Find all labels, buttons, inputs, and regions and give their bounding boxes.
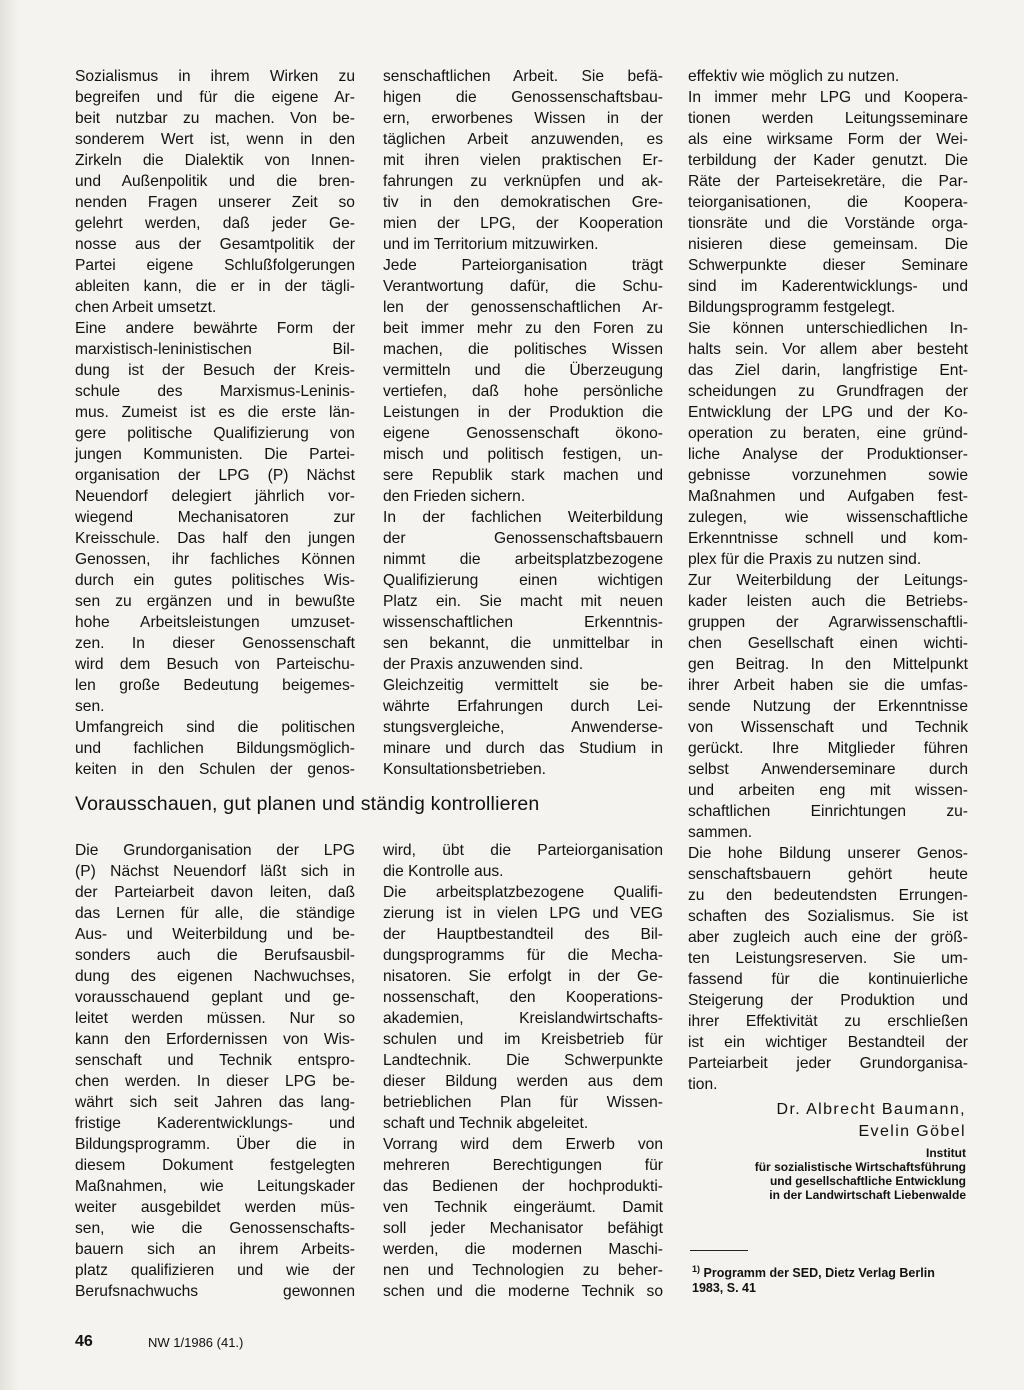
footnote-line-1: Programm der SED, Dietz Verlag Berlin bbox=[703, 1266, 935, 1281]
text-line: das Bedienen der hochprodukti- bbox=[383, 1178, 663, 1195]
text-line: Sie können unterschiedlichen In- bbox=[688, 320, 968, 337]
text-line: fristige Kaderentwicklungs- und bbox=[75, 1115, 355, 1132]
text-line: tion. bbox=[688, 1076, 718, 1093]
institute-line: für sozialistische Wirtschaftsführung bbox=[754, 1160, 966, 1174]
text-line: diesem Dokument festgelegten bbox=[75, 1157, 355, 1174]
text-line: Bildungsprogramm festgelegt. bbox=[688, 299, 896, 316]
text-line: mit ihren vielen praktischen Er- bbox=[383, 152, 663, 169]
institute-line: Institut bbox=[926, 1146, 966, 1160]
text-line: (P) Nächst Neuendorf läßt sich in bbox=[75, 863, 355, 880]
text-line: halts sein. Vor allem aber besteht bbox=[688, 341, 968, 358]
footnote-line-2: 1983, S. 41 bbox=[692, 1281, 756, 1296]
text-line: tionen werden Leitungsseminare bbox=[688, 110, 968, 127]
text-line: Umfangreich sind die politischen bbox=[75, 719, 355, 736]
text-line: währt sich seit Jahren das lang- bbox=[75, 1094, 355, 1111]
text-line: wiegend Mechanisatoren zur bbox=[75, 509, 355, 526]
text-line: hohe Arbeitsleistungen umzuset- bbox=[75, 614, 355, 631]
text-line: scheidungen zu Grundfragen der bbox=[688, 383, 968, 400]
text-line: bauern sich an ihrem Arbeits- bbox=[75, 1241, 355, 1258]
text-line: Genossen, ihr fachliches Können bbox=[75, 551, 355, 568]
text-line: währte Erfahrungen durch Lei- bbox=[383, 698, 663, 715]
text-line: nisieren diese gemeinsam. Die bbox=[688, 236, 968, 253]
author-block bbox=[777, 1099, 967, 1143]
text-line: beit nutzbar zu machen. Von be- bbox=[75, 110, 355, 127]
text-line: Vorrang wird dem Erwerb von bbox=[383, 1136, 663, 1153]
text-line: Die hohe Bildung unserer Genos- bbox=[688, 845, 968, 862]
text-line: senschaftsbauern gehört heute bbox=[688, 866, 968, 883]
text-line: Maßnahmen, wie Leitungskader bbox=[75, 1178, 355, 1195]
text-line: sen bekannt, die unmittelbar in bbox=[383, 635, 663, 652]
text-column-5 bbox=[383, 840, 663, 1302]
text-line: senschaftlichen Arbeit. Sie befä- bbox=[383, 68, 663, 85]
text-line: zen. In dieser Genossenschaft bbox=[75, 635, 355, 652]
text-line: operation zu beraten, eine gründ- bbox=[688, 425, 968, 442]
text-line: teiorganisationen, die Koopera- bbox=[688, 194, 968, 211]
text-line: Eine andere bewährte Form der bbox=[75, 320, 355, 337]
text-line: beit immer mehr zu den Foren zu bbox=[383, 320, 663, 337]
text-line: gruppen der Agrarwissenschaftli- bbox=[688, 614, 968, 631]
scan-edge-shadow bbox=[0, 0, 18, 1390]
text-line: vorausschauend geplant und ge- bbox=[75, 989, 355, 1006]
text-line: nosse aus der Gesamtpolitik der bbox=[75, 236, 355, 253]
text-line: nimmt die arbeitsplatzbezogene bbox=[383, 551, 663, 568]
text-line: sen, wie die Genossenschafts- bbox=[75, 1220, 355, 1237]
text-line: Kreisschule. Das half den jungen bbox=[75, 530, 355, 547]
text-line: wissenschaftlichen Erkenntnis- bbox=[383, 614, 663, 631]
text-line: chen Gesellschaft einen wichti- bbox=[688, 635, 968, 652]
text-line: Konsultationsbetrieben. bbox=[383, 761, 546, 778]
text-line: plex für die Praxis zu nutzen sind. bbox=[688, 551, 922, 568]
text-line: den Frieden sichern. bbox=[383, 488, 526, 505]
text-line: Die arbeitsplatzbezogene Qualifi- bbox=[383, 884, 663, 901]
text-line: In immer mehr LPG und Koopera- bbox=[688, 89, 968, 106]
text-line: schen und die moderne Technik so bbox=[383, 1283, 663, 1300]
text-line: Leistungen in der Produktion die bbox=[383, 404, 663, 421]
text-line: gelehrt werden, daß jeder Ge- bbox=[75, 215, 355, 232]
institute-line: in der Landwirtschaft Liebenwalde bbox=[769, 1188, 966, 1202]
text-line: minare und durch das Studium in bbox=[383, 740, 663, 757]
text-line: len der genossenschaftlichen Ar- bbox=[383, 299, 663, 316]
institute-block bbox=[755, 1146, 966, 1202]
text-line: platz qualifizieren und wie der bbox=[75, 1262, 355, 1279]
text-line: werden, die modernen Maschi- bbox=[383, 1241, 663, 1258]
text-line: aber zugleich auch eine der größ- bbox=[688, 929, 968, 946]
text-line: dung ist der Besuch der Kreis- bbox=[75, 362, 355, 379]
text-line: und fachlichen Bildungsmöglich- bbox=[75, 740, 355, 757]
text-line: Schwerpunkte dieser Seminare bbox=[688, 257, 968, 274]
text-line: tionsräte und die Vorstände orga- bbox=[688, 215, 968, 232]
text-line: Maßnahmen und Aufgaben fest- bbox=[688, 488, 968, 505]
text-line: die Kontrolle aus. bbox=[383, 863, 504, 880]
text-line: Steigerung der Produktion und bbox=[688, 992, 968, 1009]
text-line: effektiv wie möglich zu nutzen. bbox=[688, 68, 900, 85]
text-line: Jede Parteiorganisation trägt bbox=[383, 257, 663, 274]
text-line: der Hauptbestandteil des Bil- bbox=[383, 926, 663, 943]
text-line: zulegen, wie wissenschaftliche bbox=[688, 509, 968, 526]
text-line: dieser Bildung werden aus dem bbox=[383, 1073, 663, 1090]
text-line: Zur Weiterbildung der Leitungs- bbox=[688, 572, 968, 589]
text-line: ven Technik eingeräumt. Damit bbox=[383, 1199, 663, 1216]
text-line: schule des Marxismus-Leninis- bbox=[75, 383, 355, 400]
text-line: gebnisse vorzunehmen sowie bbox=[688, 467, 968, 484]
text-line: gen Beitrag. In den Mittelpunkt bbox=[688, 656, 968, 673]
text-line: Die Grundorganisation der LPG bbox=[75, 842, 355, 859]
text-line: sammen. bbox=[688, 824, 753, 841]
text-line: Qualifizierung einen wichtigen bbox=[383, 572, 663, 589]
text-line: das Ziel darin, langfristige Ent- bbox=[688, 362, 968, 379]
text-line: Entwicklung der LPG und der Ko- bbox=[688, 404, 968, 421]
text-line: gerückt. Ihre Mitglieder führen bbox=[688, 740, 968, 757]
text-line: als eine wirksame Form der Wei- bbox=[688, 131, 968, 148]
text-line: ableiten kann, die er in der tägli- bbox=[75, 278, 355, 295]
text-line: weiter ausgebildet werden müs- bbox=[75, 1199, 355, 1216]
text-column-3 bbox=[688, 66, 968, 1095]
footnote-rule bbox=[690, 1250, 748, 1251]
text-line: Berufsnachwuchs gewonnen bbox=[75, 1283, 355, 1300]
text-line: eigene Genossenschaft ökono- bbox=[383, 425, 663, 442]
text-line: ihrer Arbeit haben sie die umfas- bbox=[688, 677, 968, 694]
page-number: 46 bbox=[75, 1333, 93, 1350]
text-line: Platz ein. Sie macht mit neuen bbox=[383, 593, 663, 610]
text-line: len große Bedeutung beigemes- bbox=[75, 677, 355, 694]
text-line: mien der LPG, der Kooperation bbox=[383, 215, 663, 232]
text-line: Landtechnik. Die Schwerpunkte bbox=[383, 1052, 663, 1069]
text-line: leitet werden müssen. Nur so bbox=[75, 1010, 355, 1027]
text-line: wird, übt die Parteiorganisation bbox=[383, 842, 663, 859]
text-line: stungsvergleiche, Anwenderse- bbox=[383, 719, 663, 736]
text-line: der Praxis anzuwenden sind. bbox=[383, 656, 584, 673]
section-heading: Vorausschauen, gut planen und ständig kontrollieren bbox=[75, 793, 540, 815]
text-line: organisation der LPG (P) Nächst bbox=[75, 467, 355, 484]
text-line: Neuendorf delegiert jährlich vor- bbox=[75, 488, 355, 505]
text-line: schaften des Sozialismus. Sie ist bbox=[688, 908, 968, 925]
text-line: akademien, Kreislandwirtschafts- bbox=[383, 1010, 663, 1027]
text-column-4 bbox=[75, 840, 355, 1302]
text-line: dung des eigenen Nachwuchses, bbox=[75, 968, 355, 985]
text-line: misch und politisch festigen, un- bbox=[383, 446, 663, 463]
text-line: Zirkeln die Dialektik von Innen- bbox=[75, 152, 355, 169]
text-line: Aus- und Weiterbildung und be- bbox=[75, 926, 355, 943]
text-line: zierung ist in vielen LPG und VEG bbox=[383, 905, 663, 922]
text-line: begreifen und für die eigene Ar- bbox=[75, 89, 355, 106]
text-line: tiv in den demokratischen Gre- bbox=[383, 194, 663, 211]
text-line: und Außenpolitik und die bren- bbox=[75, 173, 355, 190]
text-line: kader leisten auch die Betriebs- bbox=[688, 593, 968, 610]
institute-line: und gesellschaftliche Entwicklung bbox=[769, 1174, 966, 1188]
text-line: der Genossenschaftsbauern bbox=[383, 530, 663, 547]
text-line: nossenschaft, den Kooperations- bbox=[383, 989, 663, 1006]
text-line: das Lernen für alle, die ständige bbox=[75, 905, 355, 922]
text-line: fassend für die kontinuierliche bbox=[688, 971, 968, 988]
text-line: schulen und im Kreisbetrieb für bbox=[383, 1031, 663, 1048]
text-line: sende Nutzung der Erkenntnisse bbox=[688, 698, 968, 715]
text-line: kann den Erfordernissen von Wis- bbox=[75, 1031, 355, 1048]
text-line: wird dem Besuch von Parteischu- bbox=[75, 656, 355, 673]
text-line: von Wissenschaft und Technik bbox=[688, 719, 968, 736]
text-line: Verantwortung dafür, die Schu- bbox=[383, 278, 663, 295]
text-line: nen und Technologien zu beher- bbox=[383, 1262, 663, 1279]
text-line: selbst Anwenderseminare durch bbox=[688, 761, 968, 778]
text-line: soll jeder Mechanisator befähigt bbox=[383, 1220, 663, 1237]
text-line: ten Leistungsreserven. Sie um- bbox=[688, 950, 968, 967]
text-line: der Parteiarbeit davon leiten, daß bbox=[75, 884, 355, 901]
text-line: Parteiarbeit jeder Grundorganisa- bbox=[688, 1055, 968, 1072]
text-line: schaft und Technik abgeleitet. bbox=[383, 1115, 589, 1132]
text-line: sonders auch die Berufsausbil- bbox=[75, 947, 355, 964]
text-line: In der fachlichen Weiterbildung bbox=[383, 509, 663, 526]
text-line: Räte der Parteisekretäre, die Par- bbox=[688, 173, 968, 190]
author-line-1: Dr. Albrecht Baumann, bbox=[776, 1101, 966, 1118]
text-line: keiten in den Schulen der genos- bbox=[75, 761, 355, 778]
text-line: machen, die politisches Wissen bbox=[383, 341, 663, 358]
text-line: liche Analyse der Produktionser- bbox=[688, 446, 968, 463]
text-line: sind im Kaderentwicklungs- und bbox=[688, 278, 968, 295]
text-line: vertiefen, daß hohe persönliche bbox=[383, 383, 663, 400]
text-line: und im Territorium mitzuwirken. bbox=[383, 236, 599, 253]
text-line: ihrer Effektivität zu erschließen bbox=[688, 1013, 968, 1030]
text-line: schaftlichen Einrichtungen zu- bbox=[688, 803, 968, 820]
text-line: nisatoren. Sie erfolgt in der Ge- bbox=[383, 968, 663, 985]
text-line: Gleichzeitig vermittelt sie be- bbox=[383, 677, 663, 694]
text-line: sen. bbox=[75, 698, 105, 715]
text-line: terbildung der Kader genutzt. Die bbox=[688, 152, 968, 169]
text-line: sen zu ergänzen und in bewußte bbox=[75, 593, 355, 610]
issue-label: NW 1/1986 (41.) bbox=[148, 1335, 244, 1350]
text-line: higen die Genossenschaftsbau- bbox=[383, 89, 663, 106]
text-line: gere politische Qualifizierung von bbox=[75, 425, 355, 442]
text-column-1 bbox=[75, 66, 355, 780]
footnote bbox=[692, 1262, 972, 1296]
text-line: sonderem Wert ist, wenn in den bbox=[75, 131, 355, 148]
text-line: jungen Kommunisten. Die Partei- bbox=[75, 446, 355, 463]
author-line-2: Evelin Göbel bbox=[858, 1123, 966, 1140]
text-line: chen Arbeit umsetzt. bbox=[75, 299, 217, 316]
text-line: und arbeiten eng mit wissen- bbox=[688, 782, 968, 799]
text-line: ist ein wichtiger Bestandteil der bbox=[688, 1034, 968, 1051]
text-line: ern, erworbenes Wissen in der bbox=[383, 110, 663, 127]
text-line: Partei eigene Schlußfolgerungen bbox=[75, 257, 355, 274]
text-line: fahrungen zu verknüpfen und ak- bbox=[383, 173, 663, 190]
text-line: sere Republik stark machen und bbox=[383, 467, 663, 484]
text-line: zu den bedeutendsten Errungen- bbox=[688, 887, 968, 904]
text-line: mehreren Berechtigungen für bbox=[383, 1157, 663, 1174]
text-line: durch ein gutes politisches Wis- bbox=[75, 572, 355, 589]
text-line: betrieblichen Plan für Wissen- bbox=[383, 1094, 663, 1111]
text-line: Sozialismus in ihrem Wirken zu bbox=[75, 68, 355, 85]
text-line: dungsprogramms für die Mecha- bbox=[383, 947, 663, 964]
text-line: chen werden. In dieser LPG be- bbox=[75, 1073, 355, 1090]
text-line: vermitteln und die Überzeugung bbox=[383, 362, 663, 379]
text-line: Bildungsprogramm. Über die in bbox=[75, 1136, 355, 1153]
text-line: senschaft und Technik entspro- bbox=[75, 1052, 355, 1069]
text-line: täglichen Arbeit anzuwenden, es bbox=[383, 131, 663, 148]
text-line: nenden Fragen unserer Zeit so bbox=[75, 194, 355, 211]
footnote-marker: 1) bbox=[692, 1264, 701, 1274]
text-column-2 bbox=[383, 66, 663, 780]
text-line: mus. Zumeist ist es die erste län- bbox=[75, 404, 355, 421]
text-line: marxistisch-leninistischen Bil- bbox=[75, 341, 355, 358]
text-line: Erkenntnisse schnell und kom- bbox=[688, 530, 968, 547]
